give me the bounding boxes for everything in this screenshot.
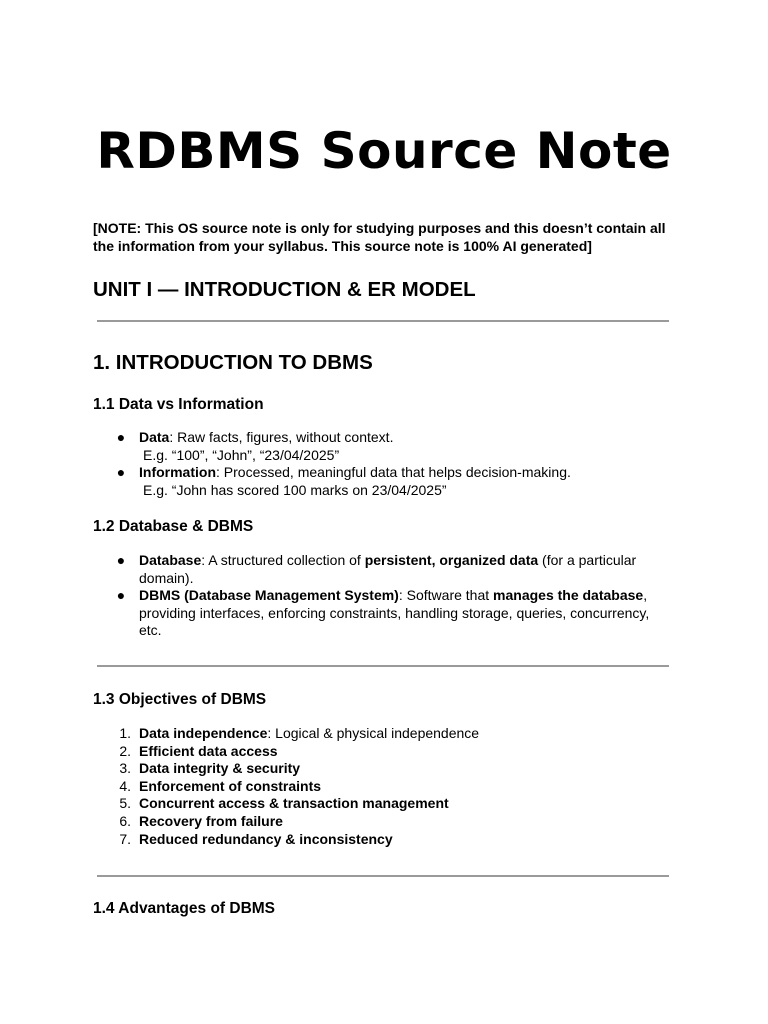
term-data: Data <box>139 429 170 445</box>
bullet-icon: ● <box>116 464 126 481</box>
section-heading-introduction: 1. INTRODUCTION TO DBMS <box>93 351 373 374</box>
definition-data: : Raw facts, figures, without context. <box>169 429 394 445</box>
definition-dbms-a: : Software that <box>398 587 494 604</box>
database-dbms-list <box>93 552 673 640</box>
unit-heading: UNIT I — INTRODUCTION & ER MODEL <box>93 278 476 301</box>
subsection-heading-advantages: 1.4 Advantages of DBMS <box>93 900 276 917</box>
list-number: 6. <box>119 812 131 829</box>
definition-dbms-bold: manages the database <box>493 587 644 604</box>
list-number: 2. <box>119 742 131 759</box>
list-item-objective <box>93 778 673 796</box>
definition-information: : Processed, meaningful data that helps decision-making. <box>216 464 571 481</box>
list-item-objective <box>93 831 673 849</box>
list-item-information <box>93 464 673 499</box>
list-item-objective <box>93 725 673 743</box>
list-item-dbms <box>93 587 673 640</box>
list-number: 4. <box>119 777 131 794</box>
term-database: Database <box>139 552 202 568</box>
example-information: E.g. “John has scored 100 marks on 23/04/2025” <box>143 481 447 498</box>
list-item-database <box>93 552 673 587</box>
bullet-icon: ● <box>116 429 126 445</box>
horizontal-rule <box>97 320 669 322</box>
horizontal-rule <box>97 665 669 667</box>
document-title: RDBMS Source Note <box>96 122 672 180</box>
objectives-list <box>93 725 673 848</box>
objective-term: Concurrent access & transaction management <box>139 795 449 812</box>
term-information: Information <box>139 464 216 481</box>
definition-database-a: : A structured collection of <box>201 552 365 568</box>
horizontal-rule <box>97 875 669 877</box>
objective-text: : Logical & physical independence <box>267 725 480 741</box>
objective-term: Data integrity & security <box>139 760 301 777</box>
list-item-objective <box>93 760 673 778</box>
subsection-heading-objectives: 1.3 Objectives of DBMS <box>93 691 267 708</box>
list-item-data <box>93 429 673 464</box>
bullet-icon: ● <box>116 552 126 568</box>
objective-term: Data independence <box>139 725 268 741</box>
definition-database-c: (for a particular domain). <box>139 552 637 586</box>
list-item-objective <box>93 795 673 813</box>
list-item-objective <box>93 813 673 831</box>
subsection-heading-data-vs-information: 1.1 Data vs Information <box>93 396 264 413</box>
definition-dbms-c: , providing interfaces, enforcing constraints, handling storage, queries, concurrency, etc. <box>139 587 650 639</box>
list-number: 1. <box>119 725 131 741</box>
subsection-heading-database-dbms: 1.2 Database & DBMS <box>93 518 254 535</box>
definition-database-bold: persistent, organized data <box>364 552 539 568</box>
disclaimer-note: [NOTE: This OS source note is only for studying purposes and this doesn’t contain all the information from your syllabus. This source note is 100% AI generated] <box>93 220 666 254</box>
list-item-objective <box>93 743 673 761</box>
term-dbms: DBMS (Database Management System) <box>139 587 399 604</box>
bullet-icon: ● <box>116 587 126 604</box>
list-number: 7. <box>119 830 131 847</box>
list-number: 5. <box>119 795 131 812</box>
objective-term: Recovery from failure <box>139 812 283 829</box>
data-vs-information-list <box>93 429 673 499</box>
objective-term: Efficient data access <box>139 742 278 759</box>
list-number: 3. <box>119 760 131 777</box>
example-data: E.g. “100”, “John”, “23/04/2025” <box>143 446 340 463</box>
objective-term: Enforcement of constraints <box>139 777 322 794</box>
objective-term: Reduced redundancy & inconsistency <box>139 830 393 847</box>
